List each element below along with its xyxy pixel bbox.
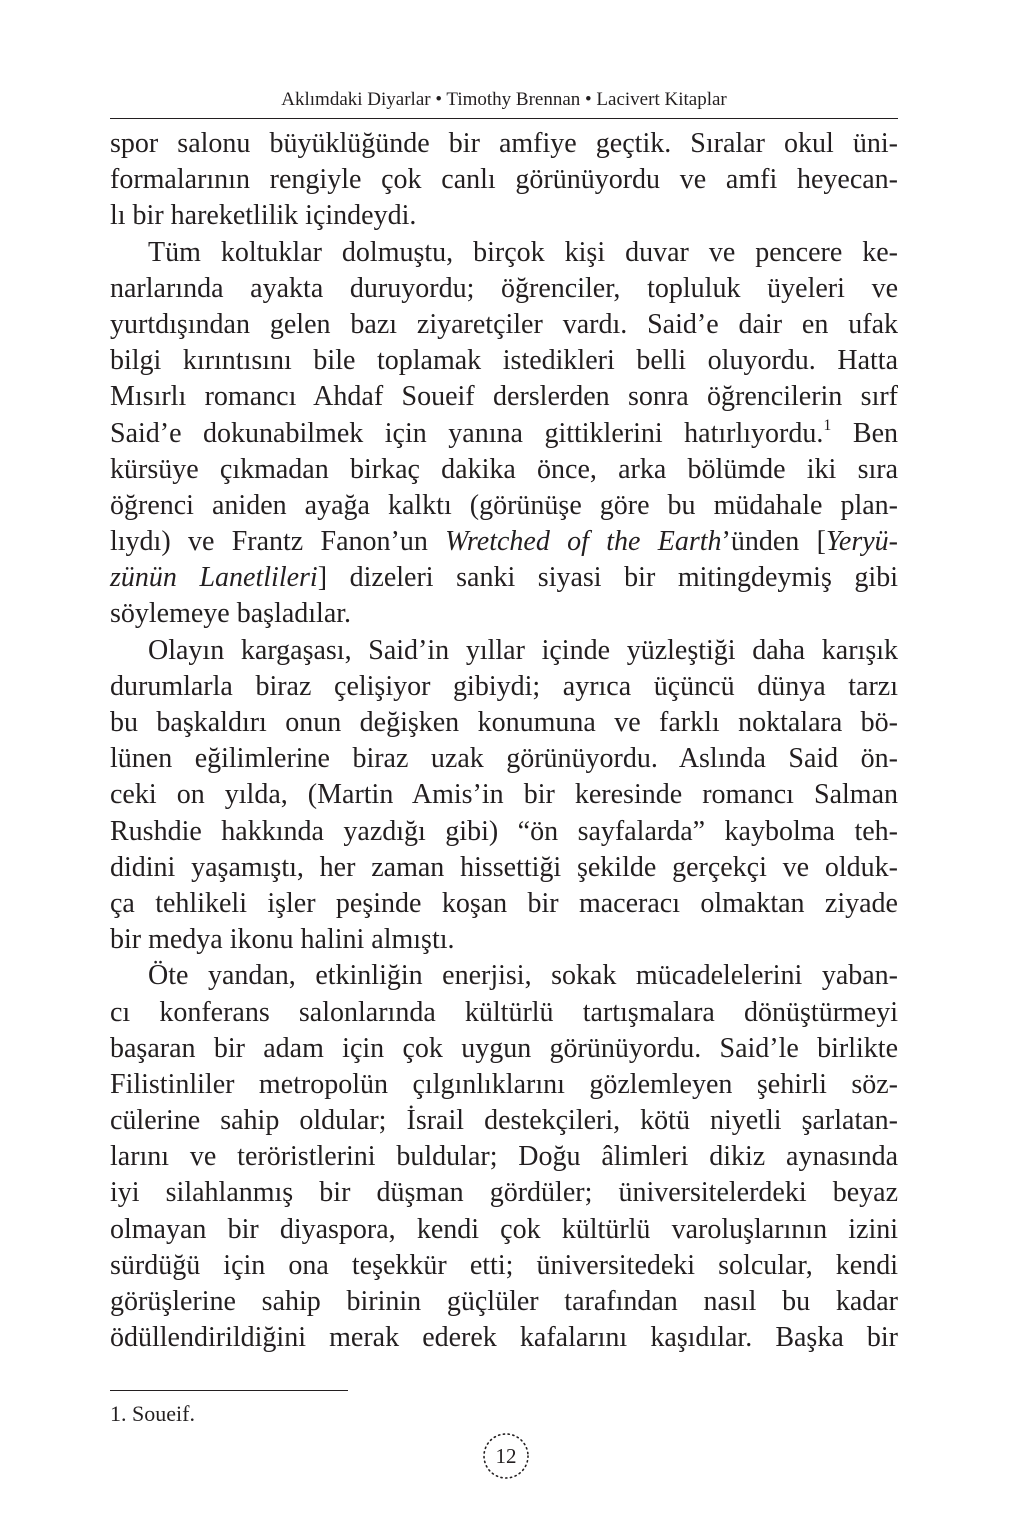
page-number: 12 — [495, 1444, 517, 1468]
footnote: 1. Soueif. — [110, 1401, 195, 1426]
header-rule — [110, 118, 898, 119]
body-text — [110, 126, 898, 1356]
text-line: yurtdışından gelen bazı ziyaretçiler vardı. Said’e dair en ufak — [110, 308, 898, 340]
text-line: cı konferans salonlarında kültürlü tartışmalara dönüştürmeyi — [110, 996, 898, 1028]
text-line: Filistinliler metropolün çılgınlıklarını gözlemleyen şehirli söz- — [110, 1068, 898, 1100]
text-line: ceki on yılda, (Martin Amis’in bir keresinde romancı Salman — [110, 779, 898, 811]
text-line: didini yaşamıştı, her zaman hissettiği şekilde gerçekçi ve olduk- — [110, 851, 898, 883]
text-segment: Ben — [831, 417, 899, 449]
text-line: iyi silahlanmış bir düşman gördüler; üniversitelerdeki beyaz — [110, 1177, 898, 1209]
book-title-italic: Wretched of the Earth — [445, 526, 722, 558]
text-line: söylemeye başladılar. — [110, 598, 352, 630]
text-line: lı bir hareketlilik içindeydi. — [110, 200, 417, 232]
text-line — [110, 416, 898, 452]
text-line: larını ve teröristlerini buldular; Doğu âlimleri dikiz aynasında — [110, 1141, 898, 1173]
text-line: formalarının rengiyle çok canlı görünüyordu ve amfi heyecan- — [110, 164, 898, 196]
text-line: lünen eğilimlerine biraz uzak görünüyordu. Aslında Said ön- — [110, 743, 898, 775]
text-line: bu başkaldırı onun değişken konumuna ve farklı noktalara bö- — [110, 707, 898, 738]
text-line: öğrenci aniden ayağa kalktı (görünüşe göre bu müdahale plan- — [110, 489, 898, 521]
text-line: Tüm koltuklar dolmuştu, birçok kişi duvar ve pencere ke- — [148, 236, 898, 268]
text-line — [110, 524, 898, 560]
text-line: narlarında ayakta duruyordu; öğrenciler, topluluk üyeleri ve — [110, 272, 898, 304]
text-line: Mısırlı romancı Ahdaf Soueif derslerden sonra öğrencilerin sırf — [110, 381, 898, 413]
text-segment: Said’e dokunabilmek için yanına gittiklerini hatırlıyordu. — [110, 417, 824, 449]
text-line — [110, 560, 898, 596]
text-line: Rushdie hakkında yazdığı gibi) “ön sayfalarda” kaybolma teh- — [110, 815, 898, 847]
text-segment: lıydı) ve Frantz Fanon’un — [110, 526, 446, 558]
text-line: bir medya ikonu halini almıştı. — [110, 924, 455, 956]
page-number-badge — [479, 1429, 533, 1483]
text-line: ça tehlikeli işler peşinde koşan bir maceracı olmaktan ziyade — [110, 887, 898, 919]
text-line: başaran bir adam için çok uygun görünüyordu. Said’le birlikte — [110, 1032, 898, 1064]
text-segment: ] dizeleri sanki siyasi bir mitingdeymiş gibi — [317, 562, 898, 594]
text-line: görüşlerine sahip birinin güçlüler tarafından nasıl bu kadar — [110, 1286, 898, 1317]
text-line: spor salonu büyüklüğünde bir amfiye geçtik. Sıralar okul üni- — [110, 128, 898, 159]
footnote-rule — [110, 1390, 348, 1391]
text-line: Öte yandan, etkinliğin enerjisi, sokak mücadelelerini yaban- — [148, 960, 898, 992]
text-line: olmayan bir diyaspora, kendi çok kültürlü varoluşlarının izini — [110, 1213, 898, 1245]
text-line: Olayın kargaşası, Said’in yıllar içinde yüzleştiği daha karışık — [148, 634, 898, 666]
text-line: ödüllendirildiğini merak ederek kafalarını kaşıdılar. Başka bir — [110, 1322, 898, 1354]
book-title-italic: Yeryü- — [825, 526, 898, 558]
text-line: cülerine sahip oldular; İsrail destekçileri, kötü niyetli şarlatan- — [110, 1105, 898, 1137]
text-line: bilgi kırıntısını bile toplamak istedikleri belli oluyordu. Hatta — [110, 345, 898, 377]
text-segment: ’ünden [ — [721, 526, 826, 558]
book-title-italic: zünün Lanetlileri — [110, 562, 318, 594]
footnote-reference: 1 — [823, 416, 832, 434]
text-line: kürsüye çıkmadan birkaç dakika önce, arka bölümde iki sıra — [110, 453, 898, 485]
text-line: durumlarla biraz çelişiyor gibiydi; ayrıca üçüncü dünya tarzı — [110, 670, 898, 702]
text-line: sürdüğü için ona teşekkür etti; üniversitedeki solcular, kendi — [110, 1249, 898, 1281]
running-header: Aklımdaki Diyarlar • Timothy Brennan • Lacivert Kitaplar — [281, 89, 727, 110]
